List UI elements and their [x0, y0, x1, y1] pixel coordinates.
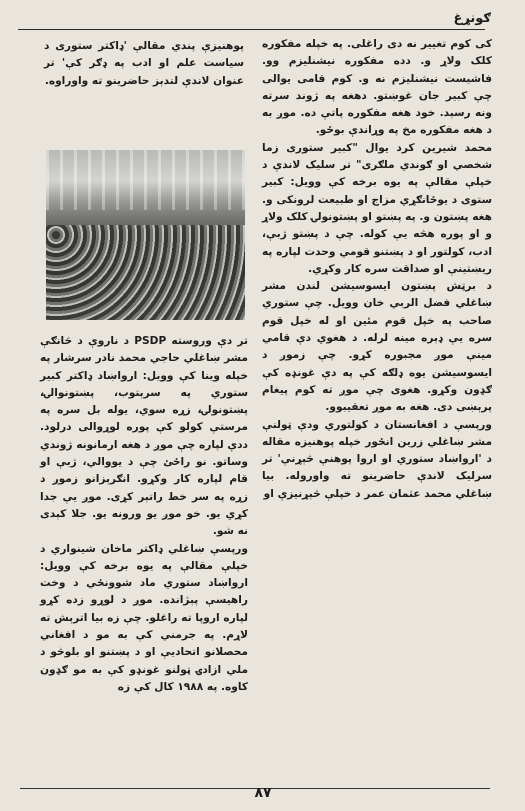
paragraph: ورپسې ښاغلي ډاکتر ماخان شینواري د خپلې مقالې په یوه برخه کې وویل: ارواښاد ستوري ماد شوونځي د وخت راهیسې پېژانده. موږ د لوړو زده کړو لپاره اروپا ته راغلو. چې زه بیا اترېش ته لاړم. په جرمني کې به مو د افغاني محصلانو اتحادیې او د پښتنو او بلوڅو د ملي ازادۍ ټولنو غونډو کې به مو ګډون کاوه. په ۱۹۸۸ کال کې زه — [40, 542, 248, 693]
right-column — [262, 36, 492, 503]
paragraph: ورپسې د افغانستان د کولتوري ودې ټولنې مشر ښاغلي زرین انځور خپله پوهنیزه مقاله د 'ارواښاد ستوري او اروا پوهنې څېړنې' تر سرلیک لاندې حاضرینو ته واوروله. بیا ښاغلي محمد عثمان عمر د خپلې څېړنیزې او — [262, 418, 492, 500]
paragraph: محمد شیرین کرد یوال "کبیر ستوری زما شخصي او ګوندي ملګری" تر سلیک لاندې د خپلې مقالې په یوه برخه کې وویل: کبیر ستوی د یوځانګړي مزاج او طبیعت لرونکی و. هغه پښتون و. په پښتو او پښتونولۍ کلک ولاړ و او پوره هڅه یې کوله. چې د پښتو ژبې، ادب، کولتور او د پښتنو قومي وحدت لپاره په ریښتینې او صداقت سره کار وکړي. — [262, 141, 492, 275]
ceiling-lights — [46, 150, 245, 210]
page-number: ۸٧ — [254, 785, 272, 801]
running-title: ګونړغ — [453, 11, 491, 26]
paragraph: تر دې وروسته PSDP د ناروې د څانګې مشر ښاغلي حاجي محمد نادر سرشار په خپله وینا کې وویل: ارواښاد ډاکتر کبیر ستوري په سرېتوب، پښتونوالۍ، پښتونولۍ، زړه سوي، یوله بل سره په مرستې کولو کې پوره لوړوالی درلود. ددې لپاره چې موږ د هغه ارمانونه ژوندي وساتو. نو راځئ چې د یووالي، ژبې او قام لپاره کار وکړو. انګرېزانو زموږ د زړه په سر خط راتېر کړی. موږ یې جدا کړي یو. خو موږ یو ورونه یو. جلا کېدی نه شو. — [40, 335, 248, 538]
paragraph: پوهنیزې پندي مقالې 'ډاکتر ستوری د سیاست علم او ادب په ډګر کې' تر عنوان لاندې لندېز حاضرینو ته واوراوه. — [44, 40, 244, 87]
conference-hall-photo — [46, 150, 245, 320]
paragraph: د برټش پښتون ایسوسیشن لندن مشر ښاغلي فضل الربي خان وویل. چې ستوري صاحب په خپل قوم مئین او له خپل قوم سره یې ډېره مینه لرله. د هغوي دې قامي مینې موږ مجبوره کړو. چې زموږ د ایسوسیشن یوه ډلګه کې په دې غونډه کې ګډون وکړو. هغوی چې موږ ته کوم پیغام پرېښی دی. هغه به موږ تعقیبوو. — [262, 280, 492, 414]
audience-crowd — [46, 225, 245, 320]
left-column-bottom — [40, 333, 248, 696]
paragraph: کی کوم تغییر نه دی راغلی. په خپله مفکوره کلک ولاړ و. دده مفکوره نیشنلیزم وو. فاشیست نیشنلیزم نه و. کوم قامی یوالی چې کبیر جان غوښتو. دهغه په ژوند سرته ونه رسېد. خود هغه مفکوره پاتې ده. موږ به د هغه مفکوره مخ په وړاندې بوځو. — [262, 38, 492, 137]
left-column-top — [44, 38, 244, 90]
header-rule — [18, 29, 485, 30]
